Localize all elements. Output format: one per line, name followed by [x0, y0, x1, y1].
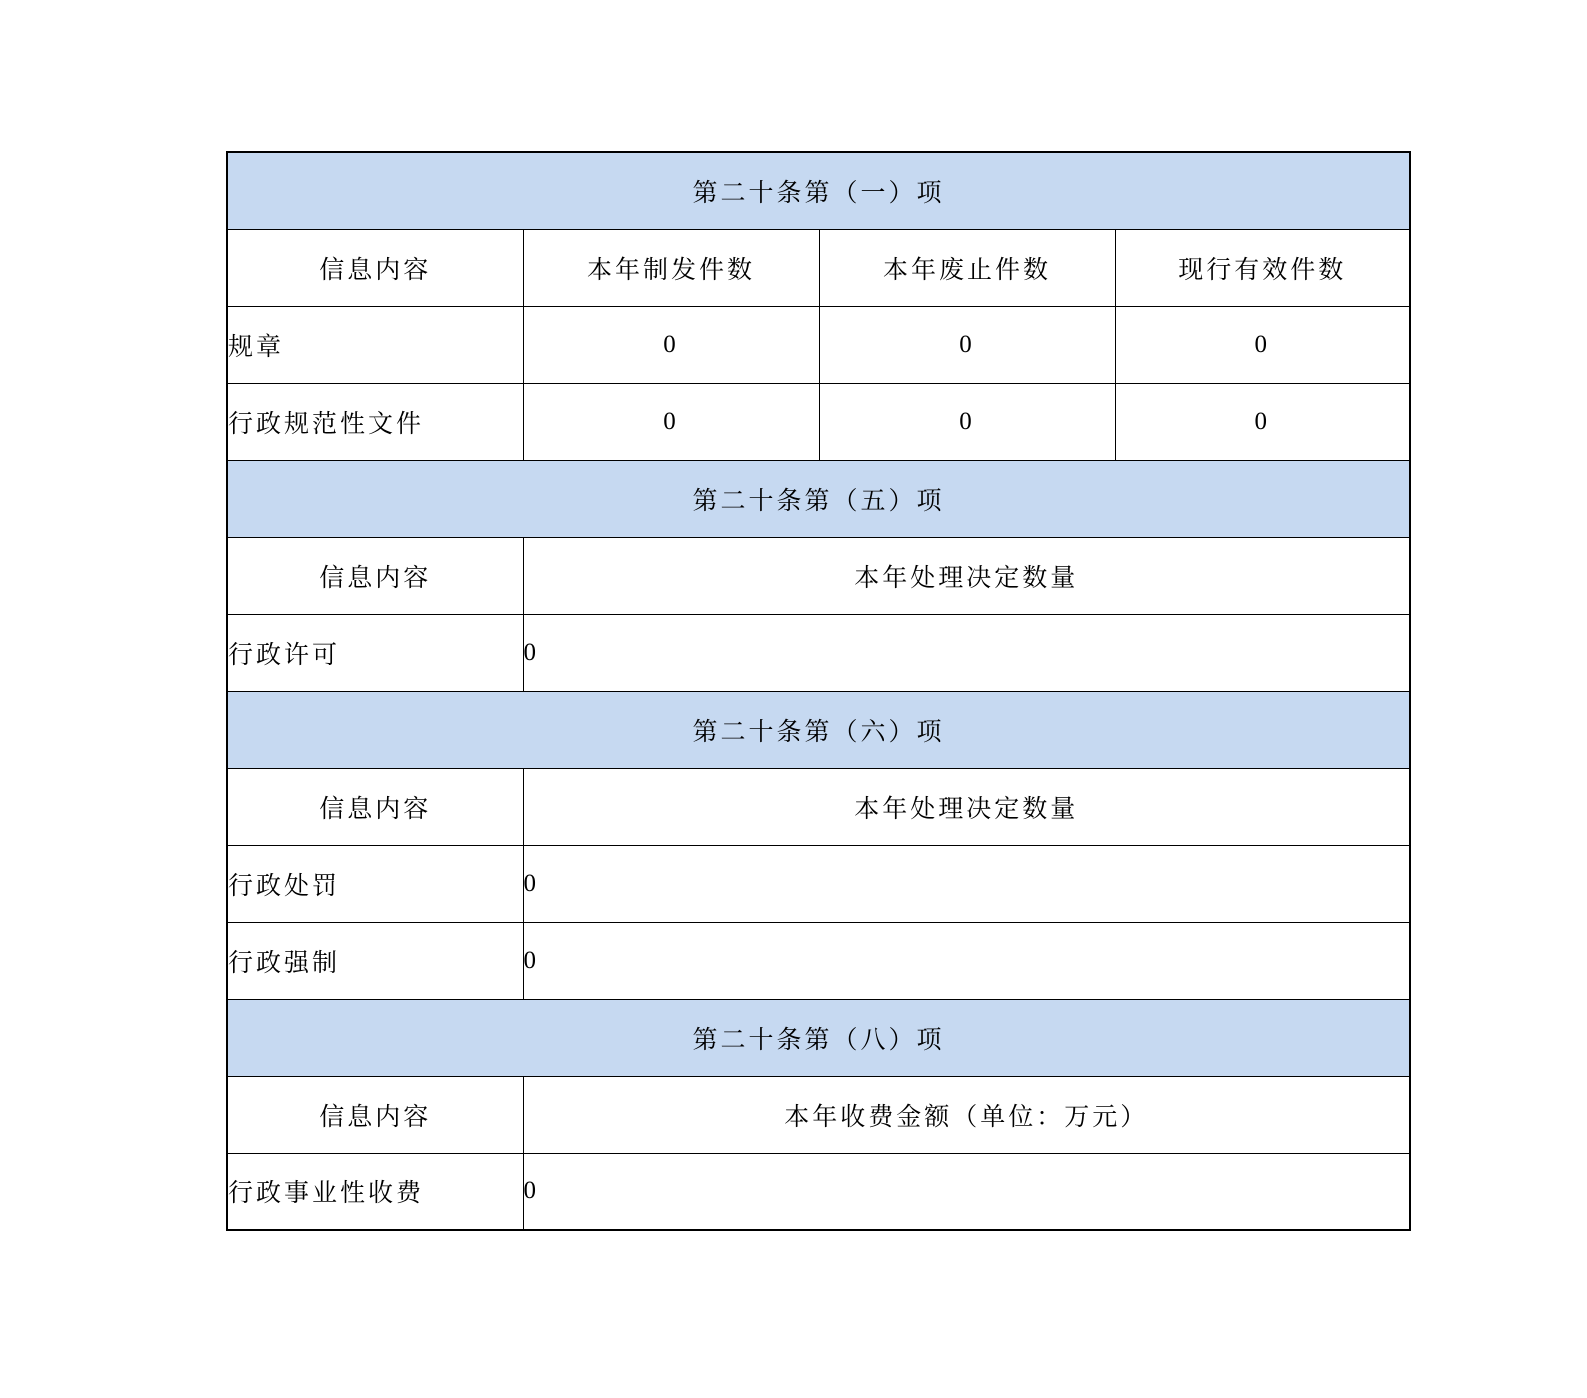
- section-title: 第二十条第（五）项: [227, 460, 1410, 537]
- column-header: 现行有效件数: [1115, 229, 1410, 306]
- column-header-row: [227, 1076, 1410, 1153]
- cell-value: 0: [523, 1153, 1410, 1230]
- row-label: 行政事业性收费: [227, 1153, 523, 1230]
- column-header: 本年处理决定数量: [523, 768, 1410, 845]
- section-header-row: [227, 460, 1410, 537]
- cell-value: 0: [819, 383, 1115, 460]
- table-row: [227, 845, 1410, 922]
- section-header-row: [227, 999, 1410, 1076]
- table-row: [227, 922, 1410, 999]
- row-label: 行政规范性文件: [227, 383, 523, 460]
- cell-value: 0: [1115, 306, 1410, 383]
- column-header: 本年收费金额（单位：万元）: [523, 1076, 1410, 1153]
- column-header: 本年废止件数: [819, 229, 1115, 306]
- column-header-row: [227, 537, 1410, 614]
- section-header-row: [227, 152, 1410, 229]
- cell-value: 0: [523, 922, 1410, 999]
- section-title: 第二十条第（八）项: [227, 999, 1410, 1076]
- row-label: 规章: [227, 306, 523, 383]
- column-header-row: [227, 229, 1410, 306]
- column-header-row: [227, 768, 1410, 845]
- table-row: [227, 614, 1410, 691]
- cell-value: 0: [523, 614, 1410, 691]
- column-header: 信息内容: [227, 1076, 523, 1153]
- cell-value: 0: [523, 845, 1410, 922]
- cell-value: 0: [523, 383, 819, 460]
- table-row: [227, 383, 1410, 460]
- column-header: 本年处理决定数量: [523, 537, 1410, 614]
- cell-value: 0: [1115, 383, 1410, 460]
- column-header: 本年制发件数: [523, 229, 819, 306]
- row-label: 行政许可: [227, 614, 523, 691]
- row-label: 行政处罚: [227, 845, 523, 922]
- section-title: 第二十条第（一）项: [227, 152, 1410, 229]
- disclosure-table: [226, 151, 1411, 1231]
- cell-value: 0: [819, 306, 1115, 383]
- table-row: [227, 306, 1410, 383]
- column-header: 信息内容: [227, 768, 523, 845]
- cell-value: 0: [523, 306, 819, 383]
- row-label: 行政强制: [227, 922, 523, 999]
- column-header: 信息内容: [227, 229, 523, 306]
- table-row: [227, 1153, 1410, 1230]
- section-title: 第二十条第（六）项: [227, 691, 1410, 768]
- section-header-row: [227, 691, 1410, 768]
- column-header: 信息内容: [227, 537, 523, 614]
